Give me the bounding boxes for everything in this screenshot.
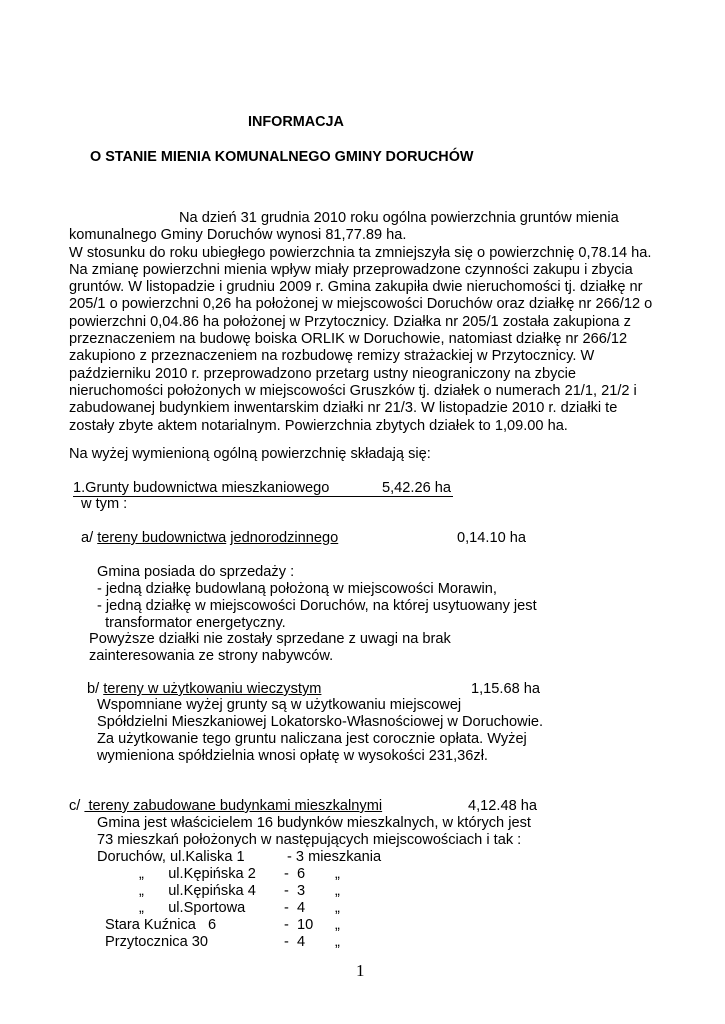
apartment-place: „ ul.Sportowa (139, 900, 246, 916)
item-c-heading (69, 798, 382, 816)
item-a-note: Powyższe działki nie zostały sprzedane z uwagi na brak (89, 631, 451, 647)
intro-paragraph (69, 210, 669, 435)
apartment-place: Doruchów, ul.Kaliska 1 (97, 849, 245, 865)
item-a-prefix: a/ (81, 530, 98, 546)
item-b-line: wymieniona spółdzielnia wnosi opłatę w wysokości 231,36zł. (97, 748, 488, 764)
apartment-ditto: „ (335, 883, 340, 899)
section1-sub: w tym : (81, 496, 128, 512)
document-title: INFORMACJA (248, 114, 344, 130)
apartment-place: „ ul.Kępińska 2 (139, 866, 256, 882)
item-a-note: zainteresowania ze strony nabywców. (89, 648, 334, 664)
apartment-place: Stara Kuźnica 6 (105, 917, 217, 933)
item-b-line: Spółdzielni Mieszkaniowej Lokatorsko-Własnościowej w Doruchowie. (97, 714, 544, 730)
item-b-line: Wspomniane wyżej grunty są w użytkowaniu miejscowej (97, 697, 462, 713)
apartment-count: - 3 mieszkania (287, 849, 382, 865)
item-a-area: 0,14.10 ha (457, 530, 526, 546)
intro-line: W stosunku do roku ubiegłego powierzchnia ta zmniejszyła się o powierzchnię 0,78.14 ha. (69, 244, 652, 261)
intro-line: Na zmianę powierzchni mienia wpływ miały przeprowadzone czynności zakupu i zbycia (69, 261, 633, 278)
apartment-ditto: „ (335, 866, 340, 882)
item-c-area: 4,12.48 ha (468, 798, 537, 814)
item-b-label: tereny w użytkowaniu wieczystym (103, 681, 322, 697)
item-b-prefix: b/ (87, 681, 104, 697)
item-c-line: Gmina jest właścicielem 16 budynków mieszkalnych, w których jest (97, 815, 531, 831)
intro-line: 205/1 o powierzchni 0,26 ha położonej w miejscowości Doruchów oraz działkę nr 266/12 o (69, 296, 653, 313)
apartment-count: - 10 (284, 917, 314, 933)
apartment-count: - 3 (284, 883, 306, 899)
item-a-line: transformator energetyczny. (97, 615, 286, 631)
item-a-line: - jedną działkę w miejscowości Doruchów, na której usytuowany jest (97, 598, 537, 614)
item-b-heading (87, 681, 321, 699)
item-b-line: Za użytkowanie tego gruntu naliczana jest corocznie opłata. Wyżej (97, 731, 527, 747)
intro-line: Na dzień 31 grudnia 2010 roku ogólna powierzchnia gruntów mienia (179, 210, 619, 226)
intro-line: zakupiono z przeznaczeniem na rozbudowę remizy strażackiej w Przytocznicy. W (69, 348, 595, 365)
summary-line: Na wyżej wymienioną ogólną powierzchnię składają się: (69, 446, 431, 462)
document-subtitle: O STANIE MIENIA KOMUNALNEGO GMINY DORUCHÓW (90, 149, 474, 165)
section1-label: 1.Grunty budownictwa mieszkaniowego (73, 480, 330, 496)
item-b-area: 1,15.68 ha (471, 681, 540, 697)
intro-line: październiku 2010 r. przeprowadzono przetarg ustny nieograniczony na zbycie (69, 365, 577, 382)
apartment-place: Przytocznica 30 (105, 934, 209, 950)
item-a-label-1: tereny budownictwa (97, 530, 227, 546)
item-c-prefix: c/ (69, 798, 85, 814)
apartment-ditto: „ (335, 917, 340, 933)
intro-line: powierzchni 0,04.86 ha położonej w Przytocznicy. Działka nr 205/1 została zakupiona z (69, 313, 631, 330)
intro-line: zostały zbyte aktem notarialnym. Powierzchnia zbytych działek to 1,09.00 ha. (69, 417, 568, 434)
intro-line: gruntów. W listopadzie i grudniu 2009 r. Gmina zakupiła dwie nieruchomości tj. działkę nr (69, 279, 643, 296)
item-a-heading (81, 530, 338, 548)
intro-line: przeznaczeniem na budowę boiska ORLIK w Doruchowie, natomiast działkę nr 266/12 (69, 331, 628, 348)
apartment-ditto: „ (335, 934, 340, 950)
item-a-label-2: jednorodzinnego (230, 530, 339, 546)
item-c-line: 73 mieszkań położonych w następujących miejscowościach i tak : (97, 832, 522, 848)
item-a-line: Gmina posiada do sprzedaży : (97, 564, 295, 580)
section1-heading (73, 480, 453, 497)
page-number: 1 (356, 961, 365, 980)
apartment-ditto: „ (335, 900, 340, 916)
section1-area: 5,42.26 ha (382, 480, 451, 496)
apartment-count: - 4 (284, 900, 306, 916)
intro-line: nieruchomości położonych w miejscowości Gruszków tj. działek o numerach 21/1, 21/2 i (69, 382, 637, 399)
apartment-place: „ ul.Kępińska 4 (139, 883, 256, 899)
intro-line: zabudowanej budynkiem inwentarskim działki nr 21/3. W listopadzie 2010 r. działki te (69, 400, 618, 417)
item-c-label: tereny zabudowane budynkami mieszkalnymi (84, 798, 383, 814)
item-a-line: - jedną działkę budowlaną położoną w miejscowości Morawin, (97, 581, 497, 597)
apartment-count: - 4 (284, 934, 306, 950)
apartment-count: - 6 (284, 866, 306, 882)
intro-line: komunalnego Gminy Doruchów wynosi 81,77.89 ha. (69, 227, 407, 244)
